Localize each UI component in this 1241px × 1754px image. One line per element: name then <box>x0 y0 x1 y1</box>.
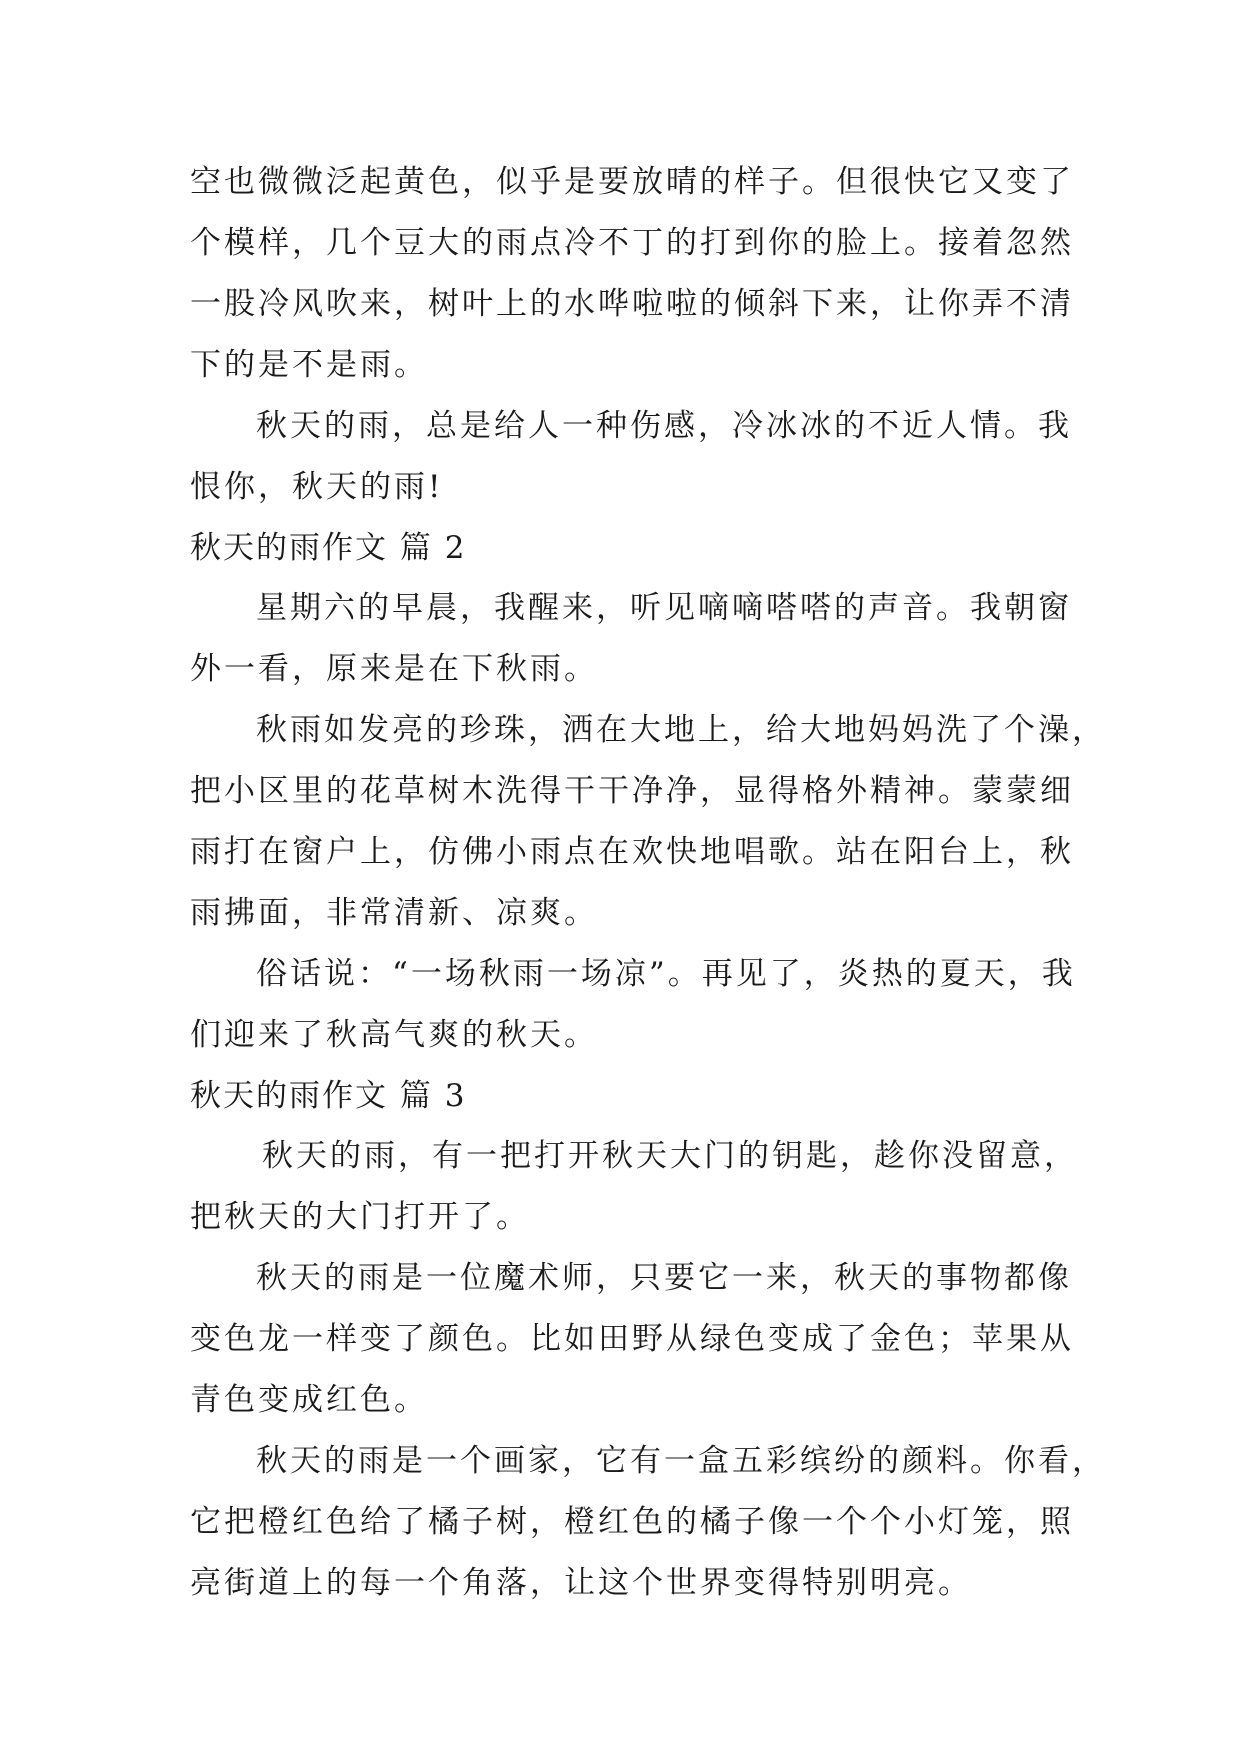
section-heading: 秋天的雨作文 篇 3 <box>190 1078 467 1114</box>
paragraph-line: 把小区里的花草树木洗得干干净净，显得格外精神。蒙蒙细 <box>190 773 1074 809</box>
paragraph-line: 雨拂面，非常清新、凉爽。 <box>190 895 598 931</box>
paragraph-line: 秋天的雨，总是给人一种伤感，冷冰冰的不近人情。我 <box>256 408 1072 444</box>
paragraph-line: 秋天的雨是一位魔术师，只要它一来，秋天的事物都像 <box>256 1260 1072 1296</box>
paragraph-line: 变色龙一样变了颜色。比如田野从绿色变成了金色；苹果从 <box>190 1321 1074 1357</box>
paragraph-line: 它把橙红色给了橘子树，橙红色的橘子像一个个小灯笼，照 <box>190 1504 1074 1540</box>
document-body <box>190 152 1106 1614</box>
paragraph <box>190 700 1106 944</box>
paragraph-line: 恨你，秋天的雨! <box>190 469 444 505</box>
section-heading: 秋天的雨作文 篇 2 <box>190 530 467 566</box>
paragraph-line: 空也微微泛起黄色，似乎是要放晴的样子。但很快它又变了 <box>190 164 1074 200</box>
paragraph <box>190 396 1070 518</box>
paragraph-line: 星期六的早晨，我醒来，听见嘀嘀嗒嗒的声音。我朝窗 <box>256 590 1072 626</box>
paragraph <box>190 944 1076 1066</box>
paragraph <box>190 1248 1074 1431</box>
paragraph-line: 个模样，几个豆大的雨点冷不丁的打到你的脸上。接着忽然 <box>190 225 1074 261</box>
paragraph-line: 下的是不是雨。 <box>190 347 428 383</box>
paragraph-line: 秋天的雨是一个画家，它有一盒五彩缤纷的颜料。你看， <box>256 1443 1106 1479</box>
paragraph <box>190 1431 1106 1614</box>
paragraph-line: 们迎来了秋高气爽的秋天。 <box>190 1017 598 1053</box>
paragraph-line: 秋雨如发亮的珍珠，洒在大地上，给大地妈妈洗了个澡， <box>256 712 1106 748</box>
paragraph-line: 一股冷风吹来，树叶上的水哗啦啦的倾斜下来，让你弄不清 <box>190 286 1074 322</box>
paragraph-line: 俗话说：“一场秋雨一场凉”。再见了，炎热的夏天，我 <box>256 956 1076 992</box>
paragraph <box>190 1126 1078 1248</box>
paragraph-line: 青色变成红色。 <box>190 1382 428 1418</box>
paragraph-line: 外一看，原来是在下秋雨。 <box>190 651 598 687</box>
paragraph-line: 把秋天的大门打开了。 <box>190 1199 530 1235</box>
paragraph-line: 秋天的雨，有一把打开秋天大门的钥匙，趁你没留意， <box>262 1138 1078 1174</box>
paragraph <box>190 152 1074 396</box>
paragraph <box>190 578 1070 700</box>
paragraph-line: 亮街道上的每一个角落，让这个世界变得特别明亮。 <box>190 1565 972 1601</box>
paragraph-line: 雨打在窗户上，仿佛小雨点在欢快地唱歌。站在阳台上，秋 <box>190 834 1074 870</box>
